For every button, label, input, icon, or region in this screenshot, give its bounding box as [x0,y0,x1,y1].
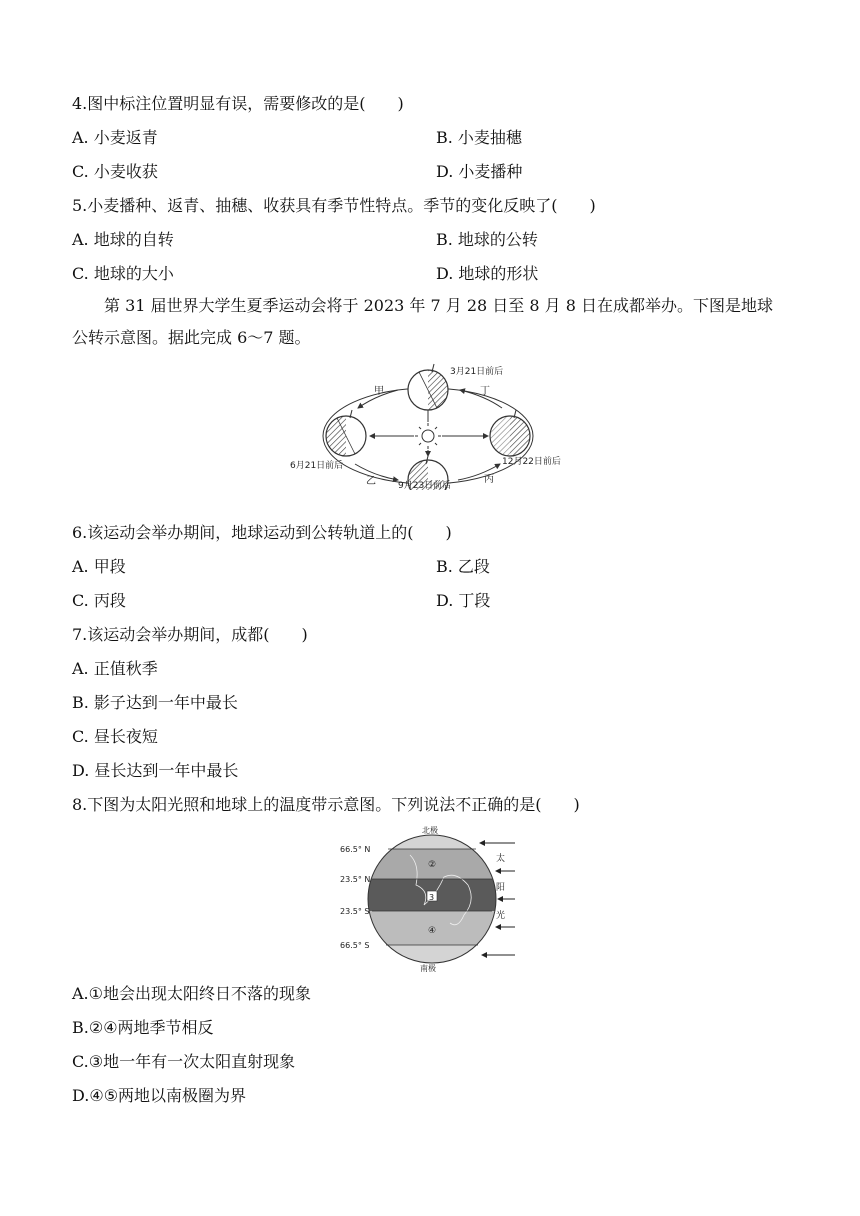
segment-jia: 甲 [374,386,384,397]
q7-option-b: B. 影子达到一年中最长 [72,693,238,712]
orbit-diagram [280,360,580,490]
q5-option-c: C. 地球的大小 [72,264,174,283]
sun-icon [415,423,441,449]
q7-option-a: A. 正值秋季 [72,659,158,678]
label-december: 12月22日前后 [502,457,561,467]
label-zone-4: ④ [428,926,437,936]
label-september: 9月23日前后 [398,481,452,490]
label-zone-3: 3 [429,893,435,902]
q7-stem: 7.该运动会举办期间，成都( ) [72,625,308,644]
earth-march-icon [408,364,448,410]
label-zone-2: ② [428,860,437,870]
label-sun-3: 光 [496,911,506,921]
temperature-zone-diagram [340,825,520,975]
segment-yi: 乙 [366,476,376,487]
label-north-pole: 北极 [422,826,438,835]
q5-option-d: D. 地球的形状 [436,264,539,283]
label-23n: 23.5° N [340,875,371,884]
q5-stem: 5.小麦播种、返青、抽穗、收获具有季节性特点。季节的变化反映了( ) [72,196,596,215]
q6-option-a: A. 甲段 [72,557,126,576]
q7-option-d: D. 昼长达到一年中最长 [72,761,239,780]
q8-stem: 8.下图为太阳光照和地球上的温度带示意图。下列说法不正确的是( ) [72,795,580,814]
label-66s: 66.5° S [340,941,370,950]
q5-option-a: A. 地球的自转 [72,230,174,249]
q4-option-b: B. 小麦抽穗 [436,128,522,147]
q7-option-c: C. 昼长夜短 [72,727,158,746]
q6-option-c: C. 丙段 [72,591,126,610]
q8-option-c: C.③地一年有一次太阳直射现象 [72,1052,296,1071]
q5-option-b: B. 地球的公转 [436,230,538,249]
q4-stem: 4.图中标注位置明显有误，需要修改的是( ) [72,94,404,113]
q4-option-d: D. 小麦播种 [436,162,523,181]
label-south-pole: 南极 [420,964,436,973]
q4-option-a: A. 小麦返青 [72,128,158,147]
label-sun-1: 太 [496,854,506,864]
q4-option-c: C. 小麦收获 [72,162,158,181]
q6-stem: 6.该运动会举办期间，地球运动到公转轨道上的( ) [72,523,452,542]
segment-ding: 丁 [480,386,490,397]
segment-bing: 丙 [484,474,494,485]
q6-option-d: D. 丁段 [436,591,491,610]
q8-option-a: A.①地会出现太阳终日不落的现象 [72,984,311,1003]
label-june: 6月21日前后 [290,461,344,471]
intro-text: 第 31 届世界大学生夏季运动会将于 2023 年 7 月 28 日至 8 月 8 日在成都举办。下图是地球公转示意图。据此完成 6～7 题。 [72,296,774,347]
label-23s: 23.5° S [340,907,370,916]
q8-option-d: D.④⑤两地以南极圈为界 [72,1086,247,1105]
q8-option-b: B.②④两地季节相反 [72,1018,214,1037]
label-sun-2: 阳 [496,883,506,893]
q6-option-b: B. 乙段 [436,557,490,576]
intro-paragraph [72,290,788,354]
label-66n: 66.5° N [340,845,371,854]
label-march: 3月21日前后 [450,367,504,377]
